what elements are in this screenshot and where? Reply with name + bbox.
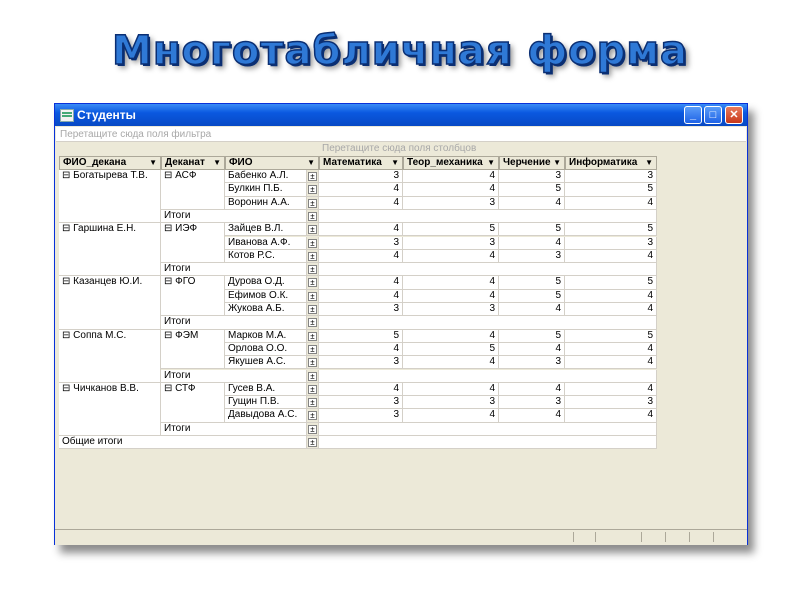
grade-cell[interactable]: 3 — [565, 237, 657, 250]
window-titlebar[interactable] — [55, 104, 747, 126]
student-name[interactable]: Орлова О.О. — [225, 343, 307, 356]
collapse-icon[interactable]: ⊟ — [62, 276, 74, 288]
grade-cell[interactable]: 4 — [319, 290, 403, 303]
dept-cell[interactable] — [161, 170, 225, 210]
grade-cell[interactable]: 4 — [499, 383, 565, 396]
column-field-header[interactable]: Информатика ▼ — [565, 156, 657, 170]
expand-icon[interactable]: ± — [308, 425, 317, 434]
grade-cell[interactable]: 4 — [565, 409, 657, 422]
column-drop-zone[interactable]: Перетащите сюда поля столбцов — [322, 143, 477, 154]
collapse-icon[interactable]: ⊟ — [164, 382, 176, 394]
grade-cell[interactable]: 5 — [403, 223, 499, 236]
grade-cell[interactable]: 4 — [499, 343, 565, 356]
row-expander[interactable] — [307, 250, 319, 263]
page-title: Многотабличная форма — [112, 28, 688, 74]
row-expander[interactable] — [307, 330, 319, 343]
collapse-icon[interactable]: ⊟ — [62, 329, 74, 341]
expand-icon[interactable]: ± — [308, 252, 317, 261]
grade-cell[interactable]: 4 — [319, 223, 403, 236]
grade-cell[interactable]: 3 — [403, 396, 499, 409]
expand-icon[interactable]: ± — [308, 172, 317, 181]
expand-icon[interactable]: ± — [308, 185, 317, 194]
grade-cell[interactable]: 4 — [319, 343, 403, 356]
grade-cell[interactable]: 4 — [499, 237, 565, 250]
grade-cell[interactable]: 4 — [403, 250, 499, 263]
collapse-icon[interactable]: ⊟ — [62, 223, 74, 235]
dept-name: ИЭФ — [175, 223, 198, 235]
dean-name: Казанцев Ю.И. — [73, 276, 143, 288]
grade-cell[interactable]: 4 — [319, 197, 403, 210]
student-name[interactable]: Котов Р.С. — [225, 250, 307, 263]
collapse-icon[interactable]: ⊟ — [62, 382, 74, 394]
expand-icon[interactable]: ± — [308, 265, 317, 274]
subtotal-label: Итоги — [161, 370, 307, 383]
dropdown-arrow-icon[interactable]: ▼ — [487, 158, 495, 167]
row-expander[interactable] — [307, 356, 319, 369]
grade-cell[interactable]: 3 — [499, 250, 565, 263]
grade-cell[interactable]: 4 — [403, 383, 499, 396]
grade-cell[interactable]: 4 — [499, 409, 565, 422]
grade-cell[interactable]: 4 — [565, 383, 657, 396]
dept-cell[interactable] — [161, 383, 225, 423]
grade-cell[interactable]: 3 — [403, 303, 499, 316]
row-expander[interactable] — [307, 290, 319, 303]
subtotal-values — [319, 316, 657, 329]
grade-cell[interactable]: 3 — [319, 237, 403, 250]
column-field-header[interactable]: Математика ▼ — [319, 156, 403, 170]
row-expander[interactable] — [307, 303, 319, 316]
row-expander[interactable] — [307, 237, 319, 250]
collapse-icon[interactable]: ⊟ — [164, 170, 176, 181]
student-name[interactable]: Жукова А.Б. — [225, 303, 307, 316]
row-expander[interactable] — [307, 436, 319, 449]
dept-name: СТФ — [175, 382, 196, 394]
window-title: Студенты — [77, 108, 136, 122]
dean-name: Богатырева Т.В. — [73, 170, 148, 181]
grade-cell[interactable]: 4 — [565, 303, 657, 316]
grade-cell[interactable]: 4 — [403, 276, 499, 289]
grade-cell[interactable]: 5 — [403, 343, 499, 356]
row-expander[interactable] — [307, 409, 319, 422]
dropdown-arrow-icon[interactable]: ▼ — [213, 158, 221, 167]
grade-cell[interactable]: 5 — [499, 223, 565, 236]
close-button[interactable]: ✕ — [725, 106, 743, 124]
subtotal-values — [319, 370, 657, 383]
dropdown-arrow-icon[interactable]: ▼ — [553, 158, 561, 167]
expand-icon[interactable]: ± — [308, 212, 317, 221]
student-name[interactable]: Гущин П.В. — [225, 396, 307, 409]
grade-cell[interactable]: 3 — [403, 197, 499, 210]
student-name[interactable]: Воронин А.А. — [225, 197, 307, 210]
expand-icon[interactable]: ± — [308, 398, 317, 407]
student-name[interactable]: Марков М.А. — [225, 330, 307, 343]
grade-cell[interactable]: 4 — [499, 197, 565, 210]
row-expander[interactable] — [307, 370, 319, 383]
grade-cell[interactable]: 4 — [499, 303, 565, 316]
column-field-header[interactable]: Теор_механика ▼ — [403, 156, 499, 170]
dean-name: Гаршина Е.Н. — [73, 223, 137, 235]
expand-icon[interactable]: ± — [308, 345, 317, 354]
grade-cell[interactable]: 3 — [319, 396, 403, 409]
dept-cell[interactable] — [161, 276, 225, 316]
expand-icon[interactable]: ± — [308, 372, 317, 381]
expand-icon[interactable]: ± — [308, 358, 317, 367]
grade-cell[interactable]: 4 — [403, 290, 499, 303]
student-name[interactable]: Давыдова А.С. — [225, 409, 307, 422]
form-icon — [60, 109, 74, 122]
expand-icon[interactable]: ± — [308, 278, 317, 287]
subtotal-label: Итоги — [161, 423, 307, 436]
collapse-icon[interactable]: ⊟ — [164, 223, 176, 235]
row-expander[interactable] — [307, 223, 319, 236]
grade-cell[interactable]: 4 — [319, 250, 403, 263]
dean-cell[interactable] — [59, 383, 161, 436]
dept-name: ФЭМ — [175, 329, 199, 341]
row-field-header[interactable]: ФИО ▼ — [225, 156, 319, 170]
subtotal-values — [319, 263, 657, 276]
grade-cell[interactable]: 5 — [499, 290, 565, 303]
collapse-icon[interactable]: ⊟ — [62, 170, 74, 181]
dean-cell[interactable] — [59, 170, 161, 223]
status-bar — [55, 529, 747, 545]
grade-cell[interactable]: 4 — [403, 183, 499, 196]
dropdown-arrow-icon[interactable]: ▼ — [645, 158, 653, 167]
expand-icon[interactable]: ± — [308, 385, 317, 394]
grade-cell[interactable]: 5 — [319, 330, 403, 343]
dean-cell[interactable] — [59, 276, 161, 329]
grade-cell[interactable]: 3 — [499, 396, 565, 409]
student-name[interactable]: Зайцев В.Л. — [225, 223, 307, 236]
student-name[interactable]: Якушев А.С. — [225, 356, 307, 369]
student-name[interactable]: Дурова О.Д. — [225, 276, 307, 289]
grade-cell[interactable]: 3 — [319, 409, 403, 422]
dept-cell[interactable] — [161, 330, 225, 370]
grade-cell[interactable]: 4 — [565, 290, 657, 303]
grade-cell[interactable]: 3 — [319, 356, 403, 369]
grand-total-values — [319, 436, 657, 449]
expand-icon[interactable]: ± — [308, 318, 317, 327]
collapse-icon[interactable]: ⊟ — [164, 276, 176, 288]
subtotal-values — [319, 210, 657, 223]
dean-name: Соппа М.С. — [73, 329, 127, 341]
grade-cell[interactable]: 5 — [565, 276, 657, 289]
grade-cell[interactable]: 3 — [319, 170, 403, 183]
grade-cell[interactable]: 4 — [403, 356, 499, 369]
expand-icon[interactable]: ± — [308, 332, 317, 341]
dropdown-arrow-icon[interactable]: ▼ — [307, 158, 315, 167]
student-name[interactable]: Иванова А.Ф. — [225, 237, 307, 250]
grade-cell[interactable]: 5 — [499, 183, 565, 196]
row-field-header[interactable]: Деканат ▼ — [161, 156, 225, 170]
row-expander[interactable] — [307, 383, 319, 396]
grade-cell[interactable]: 4 — [565, 356, 657, 369]
subtotal-label: Итоги — [161, 263, 307, 276]
grade-cell[interactable]: 5 — [565, 183, 657, 196]
row-expander[interactable] — [307, 197, 319, 210]
row-expander[interactable] — [307, 423, 319, 436]
grade-cell[interactable]: 5 — [565, 330, 657, 343]
dept-name: ФГО — [175, 276, 196, 288]
row-field-header[interactable]: ФИО_декана ▼ — [59, 156, 161, 170]
grade-cell[interactable]: 4 — [319, 276, 403, 289]
subtotal-label: Итоги — [161, 210, 307, 223]
dropdown-arrow-icon[interactable]: ▼ — [149, 158, 157, 167]
dept-cell[interactable] — [161, 223, 225, 263]
collapse-icon[interactable]: ⊟ — [164, 329, 176, 341]
row-expander[interactable] — [307, 210, 319, 223]
maximize-button[interactable]: □ — [704, 106, 722, 124]
row-expander[interactable] — [307, 263, 319, 276]
minimize-button[interactable]: _ — [684, 106, 702, 124]
dept-name: АСФ — [175, 170, 197, 181]
student-name[interactable]: Булкин П.Б. — [225, 183, 307, 196]
student-name[interactable]: Гусев В.А. — [225, 383, 307, 396]
row-expander[interactable] — [307, 183, 319, 196]
row-expander[interactable] — [307, 343, 319, 356]
expand-icon[interactable]: ± — [308, 292, 317, 301]
expand-icon[interactable]: ± — [308, 411, 317, 420]
expand-icon[interactable]: ± — [308, 199, 317, 208]
row-expander[interactable] — [307, 276, 319, 289]
students-window — [54, 103, 748, 545]
filter-drop-zone[interactable]: Перетащите сюда поля фильтра — [56, 127, 746, 142]
grade-cell[interactable]: 5 — [499, 276, 565, 289]
grade-cell[interactable]: 3 — [499, 170, 565, 183]
expand-icon[interactable]: ± — [308, 239, 317, 248]
student-name[interactable]: Бабенко А.Л. — [225, 170, 307, 183]
dropdown-arrow-icon[interactable]: ▼ — [391, 158, 399, 167]
grade-cell[interactable]: 3 — [565, 170, 657, 183]
grade-cell[interactable]: 3 — [565, 396, 657, 409]
dean-name: Чичканов В.В. — [73, 382, 139, 394]
expand-icon[interactable]: ± — [308, 438, 317, 447]
grade-cell[interactable]: 3 — [403, 237, 499, 250]
grade-cell[interactable]: 4 — [403, 330, 499, 343]
expand-icon[interactable]: ± — [308, 225, 317, 234]
grade-cell[interactable]: 3 — [499, 356, 565, 369]
grade-cell[interactable]: 4 — [403, 170, 499, 183]
grade-cell[interactable]: 4 — [319, 183, 403, 196]
student-name[interactable]: Ефимов О.К. — [225, 290, 307, 303]
grand-total-label: Общие итоги — [59, 436, 307, 449]
grade-cell[interactable]: 4 — [319, 383, 403, 396]
subtotal-values — [319, 423, 657, 436]
row-expander[interactable] — [307, 396, 319, 409]
grade-cell[interactable]: 5 — [565, 223, 657, 236]
grade-cell[interactable]: 4 — [565, 343, 657, 356]
grade-cell[interactable]: 3 — [319, 303, 403, 316]
expand-icon[interactable]: ± — [308, 305, 317, 314]
subtotal-label: Итоги — [161, 316, 307, 329]
grade-cell[interactable]: 4 — [565, 250, 657, 263]
grade-cell[interactable]: 4 — [565, 197, 657, 210]
dean-cell[interactable] — [59, 223, 161, 276]
dean-cell[interactable] — [59, 330, 161, 383]
column-field-header[interactable]: Черчение ▼ — [499, 156, 565, 170]
row-expander[interactable] — [307, 316, 319, 329]
grade-cell[interactable]: 4 — [403, 409, 499, 422]
row-expander[interactable] — [307, 170, 319, 183]
grade-cell[interactable]: 5 — [499, 330, 565, 343]
